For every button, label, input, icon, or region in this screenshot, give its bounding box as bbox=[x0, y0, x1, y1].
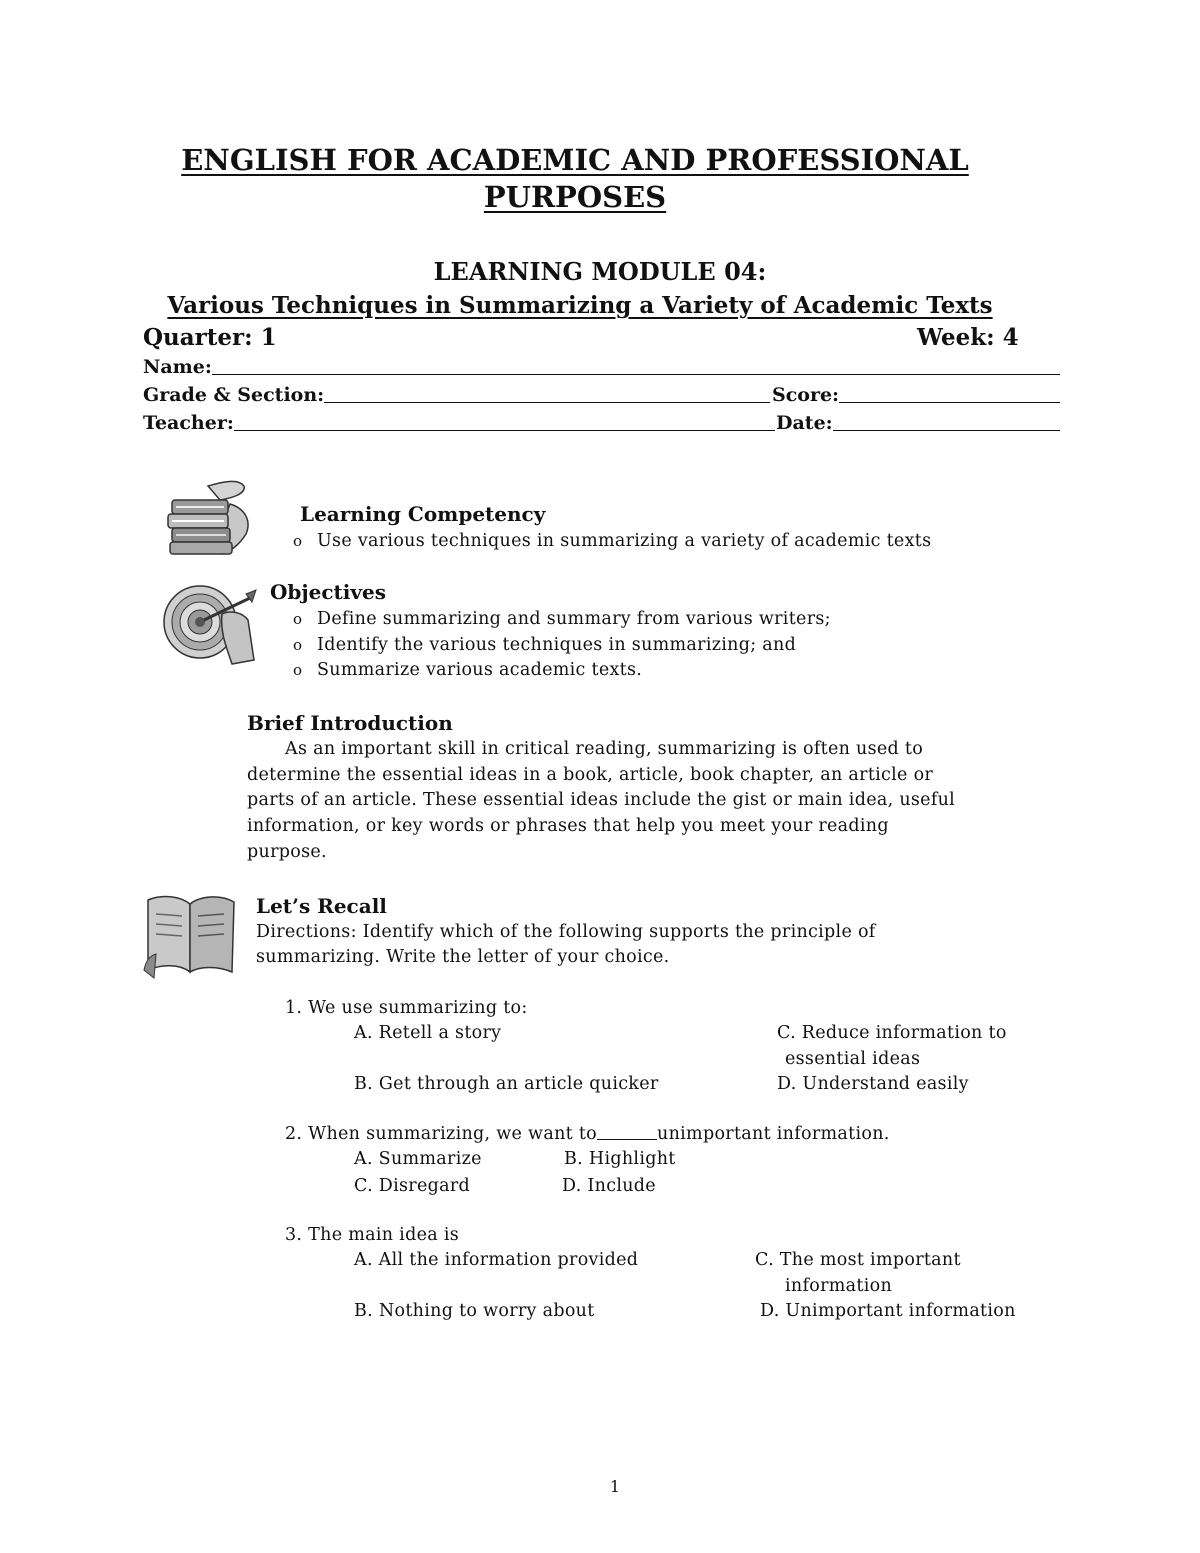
name-field[interactable] bbox=[143, 356, 1060, 378]
bullet-marker: o bbox=[293, 661, 303, 679]
question-2-stem bbox=[285, 1124, 890, 1144]
question-3-stem: 3. The main idea is bbox=[285, 1225, 460, 1245]
intro-line: purpose. bbox=[247, 842, 327, 862]
competency-item-text: Use various techniques in summarizing a variety of academic texts bbox=[317, 531, 932, 551]
question-2-stem-end: unimportant information. bbox=[657, 1124, 890, 1144]
week-label: Week: 4 bbox=[917, 324, 1019, 351]
date-line[interactable] bbox=[833, 430, 1060, 431]
bullet-marker: o bbox=[293, 610, 303, 628]
objective-item-text: Define summarizing and summary from various writers; bbox=[317, 609, 831, 629]
date-label: Date: bbox=[776, 412, 833, 434]
score-label: Score: bbox=[772, 384, 840, 406]
name-label: Name: bbox=[143, 356, 212, 378]
question-1-option-c-cont: essential ideas bbox=[785, 1049, 921, 1069]
quarter-label: Quarter: 1 bbox=[143, 324, 277, 351]
objective-item bbox=[293, 609, 831, 629]
question-3-option-c[interactable]: C. The most important bbox=[755, 1250, 961, 1270]
question-3-option-d[interactable]: D. Unimportant information bbox=[760, 1301, 1016, 1321]
intro-line: information, or key words or phrases that help you meet your reading bbox=[247, 816, 889, 836]
objective-item bbox=[293, 635, 796, 655]
books-icon bbox=[160, 478, 260, 558]
question-2-option-d[interactable]: D. Include bbox=[562, 1176, 656, 1196]
recall-directions-line: summarizing. Write the letter of your choice. bbox=[256, 947, 670, 967]
document-title-line1: ENGLISH FOR ACADEMIC AND PROFESSIONAL bbox=[181, 143, 969, 177]
grade-section-line[interactable] bbox=[324, 402, 770, 403]
intro-line: As an important skill in critical reading, summarizing is often used to bbox=[285, 739, 924, 759]
recall-heading: Let’s Recall bbox=[256, 894, 387, 918]
name-line[interactable] bbox=[212, 374, 1060, 375]
open-book-icon bbox=[140, 890, 240, 980]
score-line[interactable] bbox=[839, 402, 1060, 403]
question-1-option-c[interactable]: C. Reduce information to bbox=[777, 1023, 1007, 1043]
objective-item bbox=[293, 660, 642, 680]
competency-heading: Learning Competency bbox=[300, 502, 546, 526]
objective-item-text: Summarize various academic texts. bbox=[317, 660, 643, 680]
question-3-option-a[interactable]: A. All the information provided bbox=[354, 1250, 639, 1270]
question-1-option-d[interactable]: D. Understand easily bbox=[777, 1074, 969, 1094]
question-1-option-a[interactable]: A. Retell a story bbox=[354, 1023, 502, 1043]
score-field[interactable] bbox=[772, 384, 1060, 406]
recall-directions-line: Directions: Identify which of the following supports the principle of bbox=[256, 922, 876, 942]
module-title: Various Techniques in Summarizing a Variety of Academic Texts bbox=[167, 292, 993, 319]
teacher-label: Teacher: bbox=[143, 412, 234, 434]
objective-item-text: Identify the various techniques in summarizing; and bbox=[317, 635, 797, 655]
page-number: 1 bbox=[609, 1477, 621, 1496]
module-label: LEARNING MODULE 04: bbox=[433, 257, 767, 286]
document-title-line2: PURPOSES bbox=[483, 180, 667, 214]
question-1-stem: 1. We use summarizing to: bbox=[285, 998, 528, 1018]
grade-section-label: Grade & Section: bbox=[143, 384, 325, 406]
question-3-option-b[interactable]: B. Nothing to worry about bbox=[354, 1301, 595, 1321]
introduction-heading: Brief Introduction bbox=[247, 711, 453, 735]
grade-section-field[interactable] bbox=[143, 384, 770, 406]
competency-item bbox=[293, 531, 931, 551]
question-1-option-b[interactable]: B. Get through an article quicker bbox=[354, 1074, 659, 1094]
target-icon bbox=[156, 584, 266, 670]
question-3-option-c-cont: information bbox=[785, 1276, 893, 1296]
intro-line: parts of an article. These essential ideas include the gist or main idea, useful bbox=[247, 790, 956, 810]
teacher-line[interactable] bbox=[234, 430, 775, 431]
bullet-marker: o bbox=[293, 636, 303, 654]
teacher-field[interactable] bbox=[143, 412, 775, 434]
bullet-marker: o bbox=[293, 532, 303, 550]
answer-blank[interactable] bbox=[597, 1139, 657, 1140]
question-2-option-a[interactable]: A. Summarize bbox=[354, 1149, 482, 1169]
objectives-heading: Objectives bbox=[270, 580, 386, 604]
question-2-option-c[interactable]: C. Disregard bbox=[354, 1176, 471, 1196]
intro-line: determine the essential ideas in a book, article, book chapter, an article or bbox=[247, 765, 934, 785]
date-field[interactable] bbox=[776, 412, 1060, 434]
question-2-stem-start: 2. When summarizing, we want to bbox=[285, 1124, 598, 1144]
question-2-option-b[interactable]: B. Highlight bbox=[564, 1149, 676, 1169]
